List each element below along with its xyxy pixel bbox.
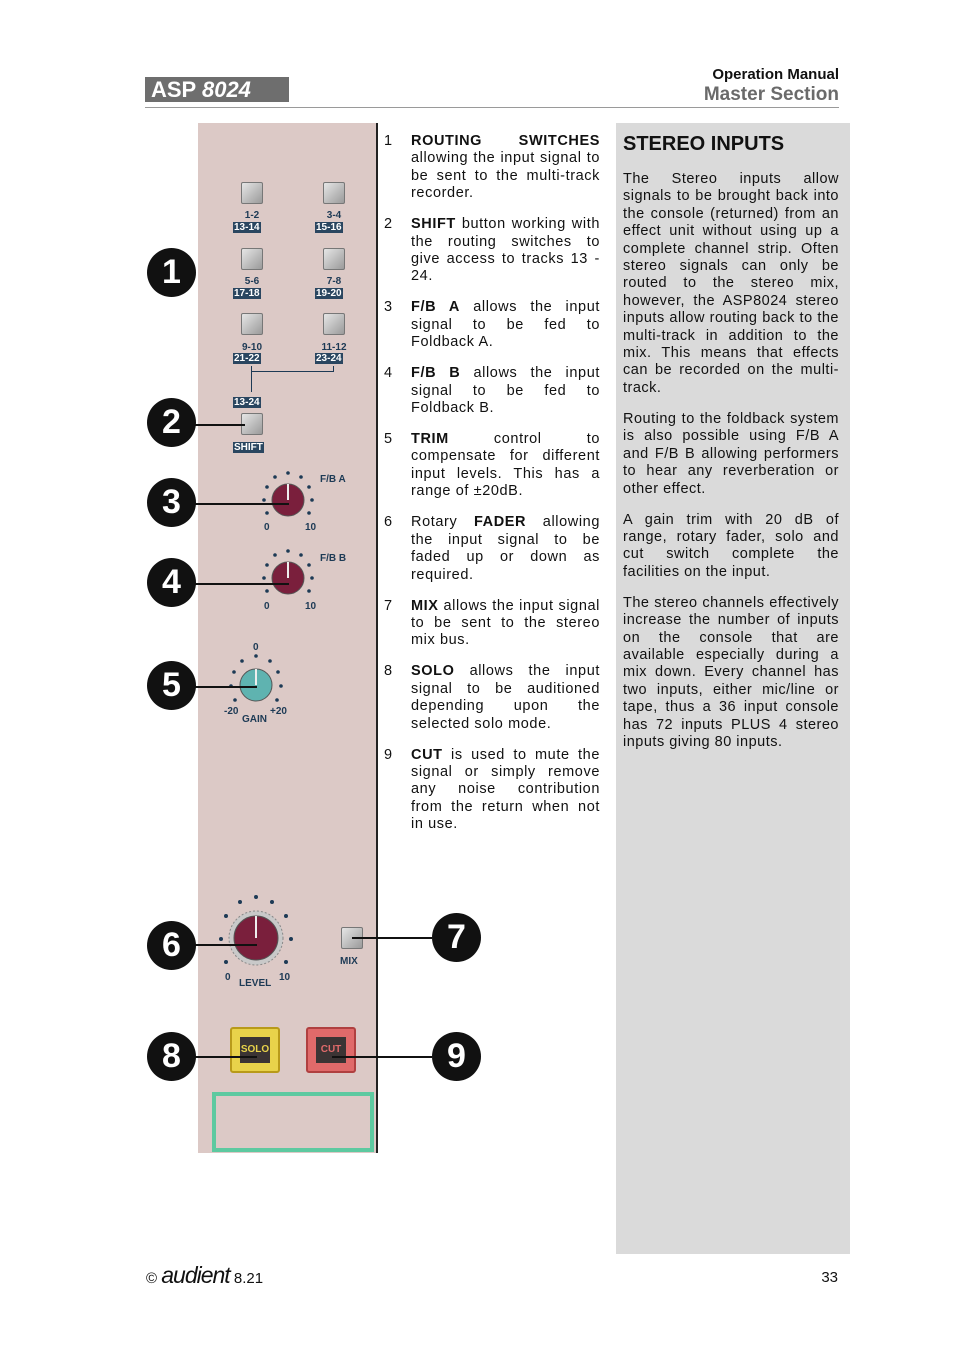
fba-max-label: 10 xyxy=(305,522,317,533)
callout-9: 9 xyxy=(432,1032,481,1081)
shift-bracket-bar xyxy=(251,371,334,372)
feature-number: 5 xyxy=(384,431,393,448)
fbb-knob[interactable] xyxy=(262,549,314,594)
sidebar-paragraph: The stereo channels effectively increase the number of inputs on the console that are available especially during a mix down. Every channel has two inputs, either mic/line or tape, thus a 36 input console has 72 inputs PLUS 4 stereo inputs giving 80 inputs. xyxy=(623,594,839,750)
feature-text: button working with the routing switches to give access to tracks 13 - 24. xyxy=(411,216,600,285)
feature-text: allows the input signal to be sent to the stereo mix bus. xyxy=(411,597,600,649)
feature-item xyxy=(384,598,600,650)
leader-6 xyxy=(195,944,257,946)
feature-number: 3 xyxy=(384,299,393,316)
fba-label: F/B A xyxy=(320,474,346,485)
feature-item xyxy=(384,133,600,203)
feature-item xyxy=(384,216,600,286)
route-label-21-22: 21-22 xyxy=(234,353,260,364)
header-rule xyxy=(145,107,839,108)
gain-min-label: -20 xyxy=(224,706,239,717)
leader-2 xyxy=(195,424,245,426)
leader-7 xyxy=(352,937,432,939)
route-label-7-8: 7-8 xyxy=(326,276,342,287)
leader-8 xyxy=(195,1056,257,1058)
mix-label: MIX xyxy=(340,956,358,967)
feature-text: allows the input signal to be fed to Foldback A. xyxy=(411,299,600,351)
sidebar-paragraph: A gain trim with 20 dB of range, rotary fader, solo and cut switch complete the facilities on the input. xyxy=(623,511,839,580)
logo-number: 8024 xyxy=(201,77,251,102)
leader-3 xyxy=(195,503,289,505)
shift-range-label: 13-24 xyxy=(234,397,260,408)
feature-item xyxy=(384,514,600,584)
feature-text: allowing the input signal to be faded up or down as required. xyxy=(411,514,601,583)
sidebar-title: STEREO INPUTS xyxy=(623,133,785,155)
feature-text: allows the input signal to be fed to Foldback B. xyxy=(411,365,601,417)
leader-4 xyxy=(195,583,289,585)
callout-5: 5 xyxy=(147,661,196,710)
route-label-15-16: 15-16 xyxy=(316,222,342,233)
callout-6: 6 xyxy=(147,921,196,970)
feature-name: F/B A xyxy=(411,299,460,316)
feature-item xyxy=(384,747,600,834)
callout-3: 3 xyxy=(147,478,196,527)
feature-name: SHIFT xyxy=(411,216,456,233)
feature-name: F/B B xyxy=(411,365,461,382)
level-max-label: 10 xyxy=(279,972,291,983)
scribble-strip xyxy=(212,1092,374,1152)
feature-text: control to compensate for different input levels. This has a range of ±20dB. xyxy=(411,431,600,500)
feature-number: 2 xyxy=(384,216,393,233)
logo-prefix: ASP xyxy=(151,77,196,102)
feature-name: SOLO xyxy=(411,663,455,680)
feature-number: 9 xyxy=(384,746,393,763)
feature-text: allows the input signal to be auditioned depending upon the selected solo mode. xyxy=(411,663,600,732)
feature-item xyxy=(384,299,600,351)
brand-logo: audient xyxy=(161,1262,230,1288)
solo-button[interactable] xyxy=(230,1027,280,1073)
feature-name: ROUTING SWITCHES xyxy=(411,133,600,149)
route-key-3-4[interactable] xyxy=(323,182,345,204)
copyright-symbol: © xyxy=(146,1270,158,1287)
feature-name: MIX xyxy=(411,597,439,614)
feature-name: TRIM xyxy=(411,431,449,448)
section-title: Master Section xyxy=(703,84,839,105)
callout-1: 1 xyxy=(147,248,196,297)
fba-min-label: 0 xyxy=(264,522,270,533)
strip-border xyxy=(376,123,378,1153)
route-label-13-14: 13-14 xyxy=(234,222,260,233)
route-label-1-2: 1-2 xyxy=(244,210,260,221)
doc-title: Operation Manual xyxy=(712,66,839,83)
gain-label: GAIN xyxy=(242,714,267,725)
shift-bracket-left xyxy=(251,366,252,392)
feature-number: 4 xyxy=(384,365,393,382)
feature-item xyxy=(384,663,600,733)
gain-max-label: +20 xyxy=(270,706,287,717)
feature-number: 1 xyxy=(384,133,393,149)
footer-brand xyxy=(146,1262,263,1289)
sidebar-paragraph: The Stereo inputs allow signals to be brought back into the console (returned) from an effect unit without using up a complete channel strip. Often stereo signals can only be routed to the stereo mix, however, the ASP8024 stereo inputs allow routing back to the multi-track in addition to the mix. This means that effects can be recorded on the multi-track. xyxy=(623,171,839,396)
feature-number: 7 xyxy=(384,597,393,614)
route-key-9-10[interactable] xyxy=(241,313,263,335)
level-label: LEVEL xyxy=(239,978,272,989)
sidebar-body xyxy=(623,171,839,765)
product-logo xyxy=(145,77,289,102)
feature-text: is used to mute the signal or simply remove any noise contribution from the return when not in use. xyxy=(411,746,600,833)
feature-name: FADER xyxy=(473,514,527,531)
feature-text: allowing the input signal to be sent to the multi-track recorder. xyxy=(411,150,600,202)
fbb-max-label: 10 xyxy=(305,601,317,612)
route-key-1-2[interactable] xyxy=(241,182,263,204)
knobs-graphic xyxy=(198,460,376,1000)
callout-4: 4 xyxy=(147,558,196,607)
gain-top-label: 0 xyxy=(253,642,259,653)
gain-knob[interactable] xyxy=(229,654,283,702)
cut-button-label: CUT xyxy=(316,1037,346,1063)
sidebar-paragraph: Routing to the foldback system is also possible using F/B A and F/B B allowing performers to hear any reverberation or other effect. xyxy=(623,410,839,497)
level-knob[interactable] xyxy=(219,895,293,965)
route-key-7-8[interactable] xyxy=(323,248,345,270)
feature-item xyxy=(384,365,600,417)
level-min-label: 0 xyxy=(225,972,231,983)
feature-item xyxy=(384,431,600,501)
shift-label: SHIFT xyxy=(234,442,263,453)
route-label-11-12: 11-12 xyxy=(321,342,347,353)
solo-button-label: SOLO xyxy=(240,1037,270,1063)
feature-number: 8 xyxy=(384,663,393,680)
route-label-23-24: 23-24 xyxy=(316,353,342,364)
feature-number: 6 xyxy=(384,514,393,531)
fbb-min-label: 0 xyxy=(264,601,270,612)
route-label-17-18: 17-18 xyxy=(234,288,260,299)
route-label-19-20: 19-20 xyxy=(316,288,342,299)
cut-button[interactable] xyxy=(306,1027,356,1073)
fbb-label: F/B B xyxy=(320,553,347,564)
shift-bracket-right xyxy=(333,366,334,372)
callout-7: 7 xyxy=(432,913,481,962)
fba-knob[interactable] xyxy=(262,471,314,516)
feature-name: CUT xyxy=(411,746,443,763)
leader-5 xyxy=(195,686,257,688)
route-label-5-6: 5-6 xyxy=(244,276,260,287)
version: 8.21 xyxy=(233,1270,264,1287)
route-label-3-4: 3-4 xyxy=(326,210,342,221)
route-label-9-10: 9-10 xyxy=(241,342,262,353)
callout-2: 2 xyxy=(147,398,196,447)
route-key-11-12[interactable] xyxy=(323,313,345,335)
leader-9 xyxy=(332,1056,432,1058)
feature-prefix: Rotary xyxy=(411,514,474,531)
route-key-5-6[interactable] xyxy=(241,248,263,270)
page-number: 33 xyxy=(821,1269,838,1286)
feature-list xyxy=(384,133,600,847)
callout-8: 8 xyxy=(147,1032,196,1081)
